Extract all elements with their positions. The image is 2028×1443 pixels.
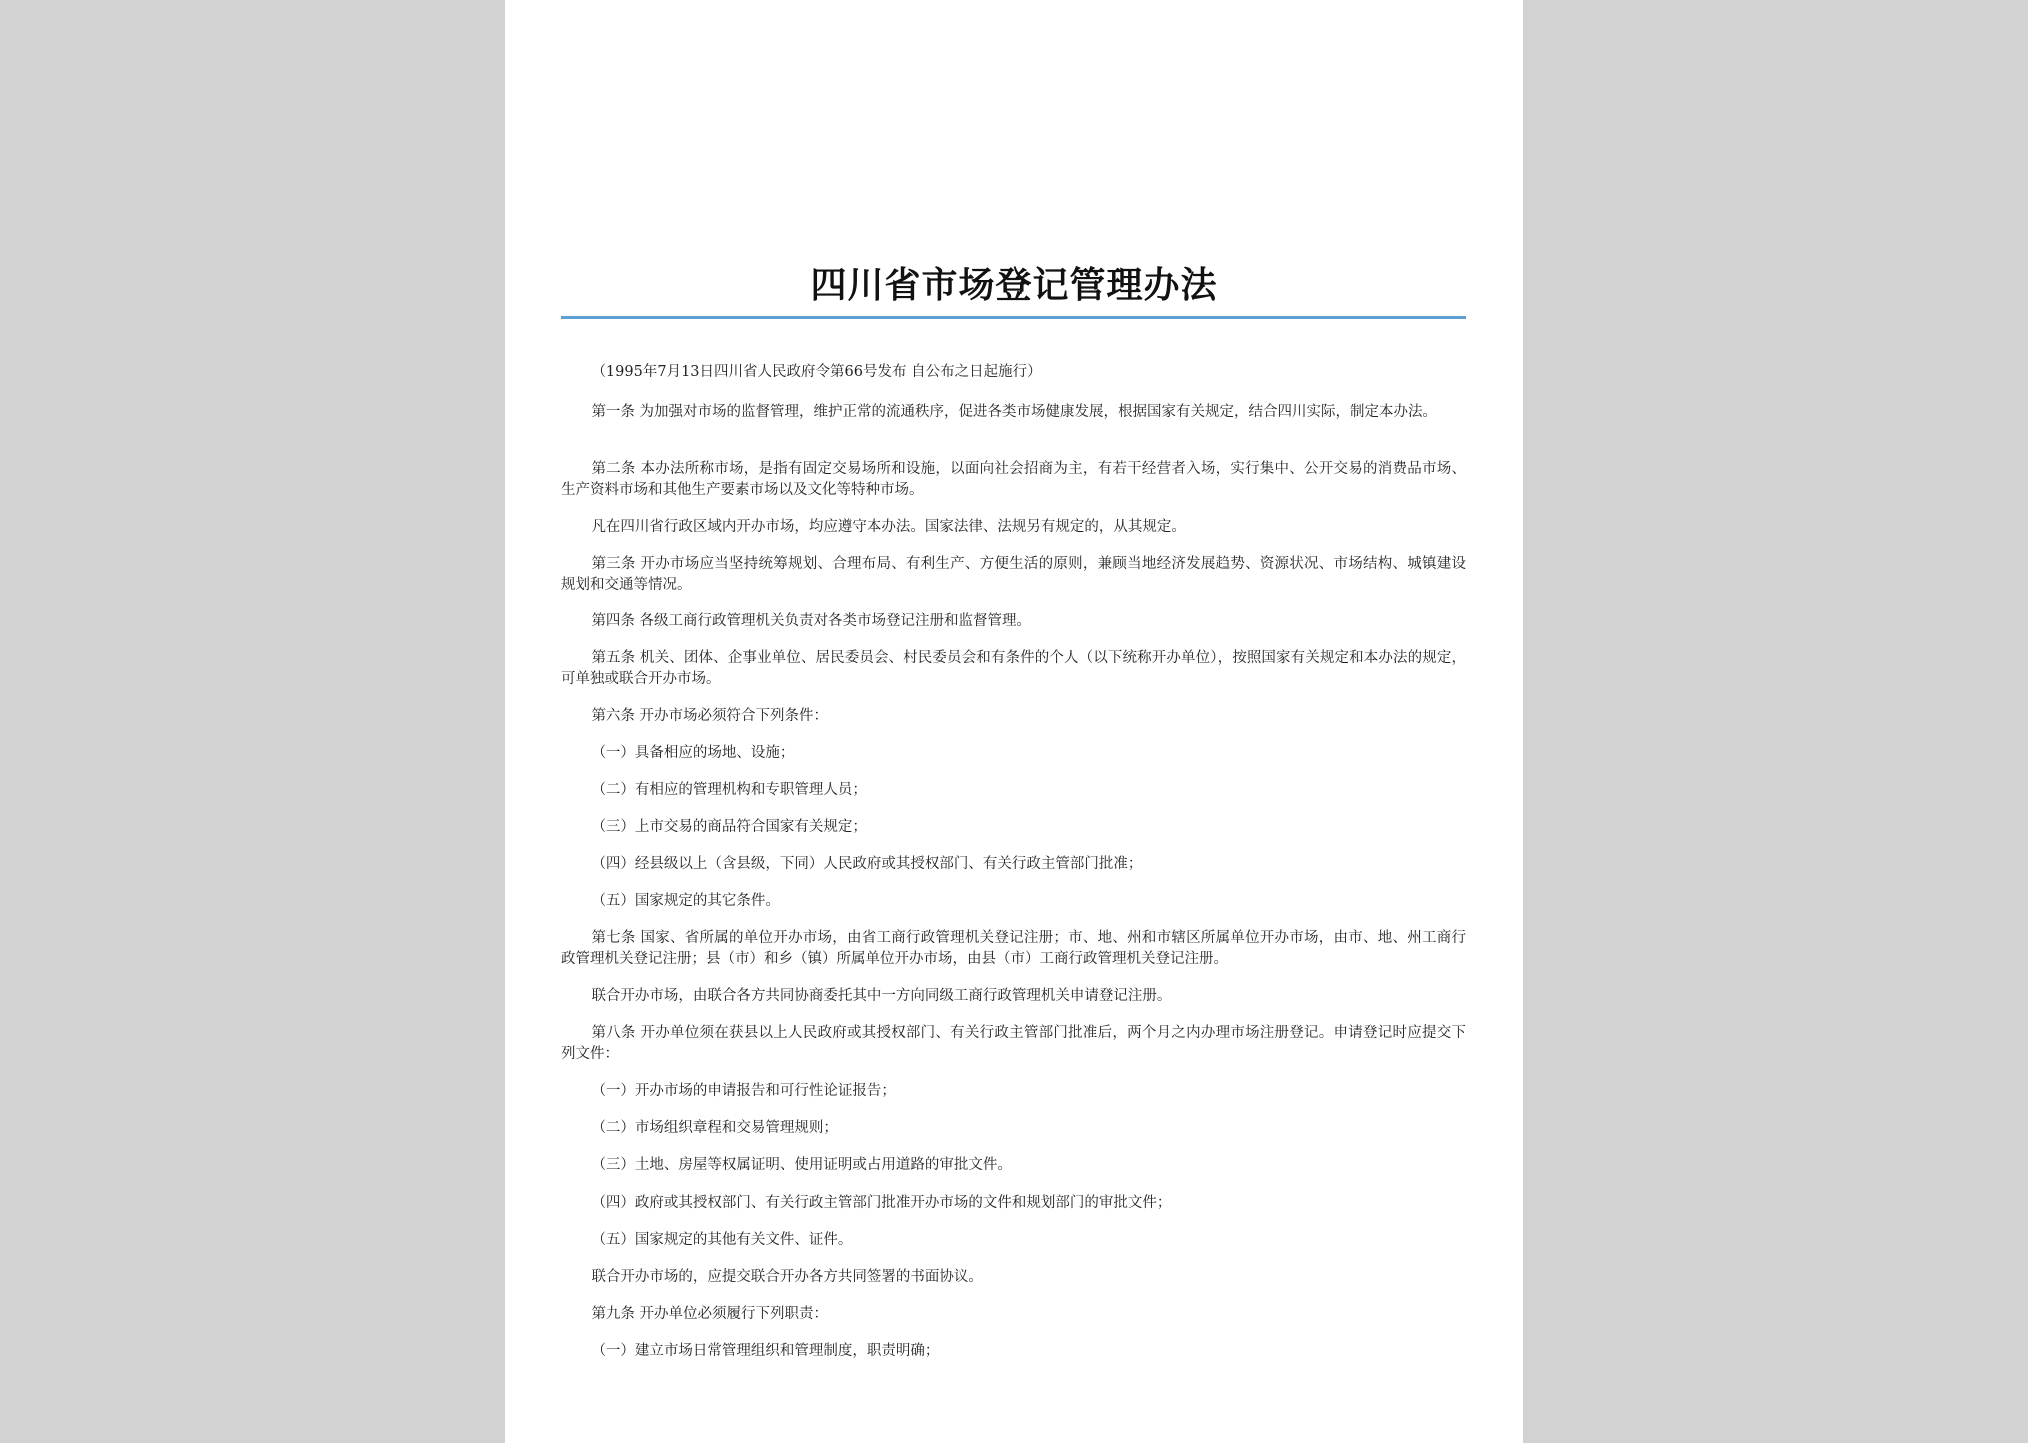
list-item-8-2: （二）市场组织章程和交易管理规则； xyxy=(591,1120,838,1136)
paragraph-article-4: 第四条 各级工商行政管理机关负责对各类市场登记注册和监督管理。 xyxy=(591,613,1032,629)
paragraph-article-1: 第一条 为加强对市场的监督管理，维护正常的流通秩序，促进各类市场健康发展，根据国家有关规定，结合四川实际，制定本办法。 xyxy=(591,404,1438,420)
list-item-6-5: （五）国家规定的其它条件。 xyxy=(591,893,780,909)
paragraph-publication-note: （1995年7月13日四川省人民政府令第66号发布 自公布之日起施行） xyxy=(591,364,1042,380)
paragraph-article-8-joint: 联合开办市场的，应提交联合开办各方共同签署的书面协议。 xyxy=(591,1269,983,1285)
paragraph-article-3: 第三条 开办市场应当坚持统筹规划、合理布局、有利生产、方便生活的原则，兼顾当地经济发展趋势、资源状况、市场结构、城镇建设规划和交通等情况。 xyxy=(561,556,1466,593)
list-item-8-3: （三）土地、房屋等权属证明、使用证明或占用道路的审批文件。 xyxy=(591,1157,1012,1173)
paragraph-article-8: 第八条 开办单位须在获县以上人民政府或其授权部门、有关行政主管部门批准后，两个月之内办理市场注册登记。申请登记时应提交下列文件： xyxy=(561,1025,1466,1062)
paragraph-article-5: 第五条 机关、团体、企事业单位、居民委员会、村民委员会和有条件的个人（以下统称开办单位），按照国家有关规定和本办法的规定，可单独或联合开办市场。 xyxy=(561,650,1466,687)
paragraph-article-7: 第七条 国家、省所属的单位开办市场，由省工商行政管理机关登记注册；市、地、州和市辖区所属单位开办市场，由市、地、州工商行政管理机关登记注册；县（市）和乡（镇）所属单位开办市场，由县（市）工商行政管理机关登记注册。 xyxy=(561,930,1466,967)
paragraph-article-9: 第九条 开办单位必须履行下列职责： xyxy=(591,1306,829,1322)
list-item-6-3: （三）上市交易的商品符合国家有关规定； xyxy=(591,819,867,835)
document-title: 四川省市场登记管理办法 xyxy=(810,264,1218,306)
title-divider xyxy=(561,316,1466,319)
list-item-8-1: （一）开办市场的申请报告和可行性论证报告； xyxy=(591,1083,896,1099)
list-item-6-4: （四）经县级以上（含县级，下同）人民政府或其授权部门、有关行政主管部门批准； xyxy=(591,856,1143,872)
list-item-8-4: （四）政府或其授权部门、有关行政主管部门批准开办市场的文件和规划部门的审批文件； xyxy=(591,1195,1172,1211)
list-item-6-1: （一）具备相应的场地、设施； xyxy=(591,745,795,761)
paragraph-article-6: 第六条 开办市场必须符合下列条件： xyxy=(591,708,829,724)
list-item-6-2: （二）有相应的管理机构和专职管理人员； xyxy=(591,782,867,798)
paragraph-article-7-joint: 联合开办市场，由联合各方共同协商委托其中一方向同级工商行政管理机关申请登记注册。 xyxy=(591,988,1172,1004)
document-page xyxy=(505,0,1523,1443)
list-item-8-5: （五）国家规定的其他有关文件、证件。 xyxy=(591,1232,853,1248)
list-item-9-1: （一）建立市场日常管理组织和管理制度，职责明确； xyxy=(591,1343,940,1359)
paragraph-article-2-scope: 凡在四川省行政区域内开办市场，均应遵守本办法。国家法律、法规另有规定的，从其规定。 xyxy=(591,519,1186,535)
paragraph-article-2: 第二条 本办法所称市场，是指有固定交易场所和设施，以面向社会招商为主，有若干经营者入场，实行集中、公开交易的消费品市场、生产资料市场和其他生产要素市场以及文化等特种市场。 xyxy=(561,461,1466,498)
